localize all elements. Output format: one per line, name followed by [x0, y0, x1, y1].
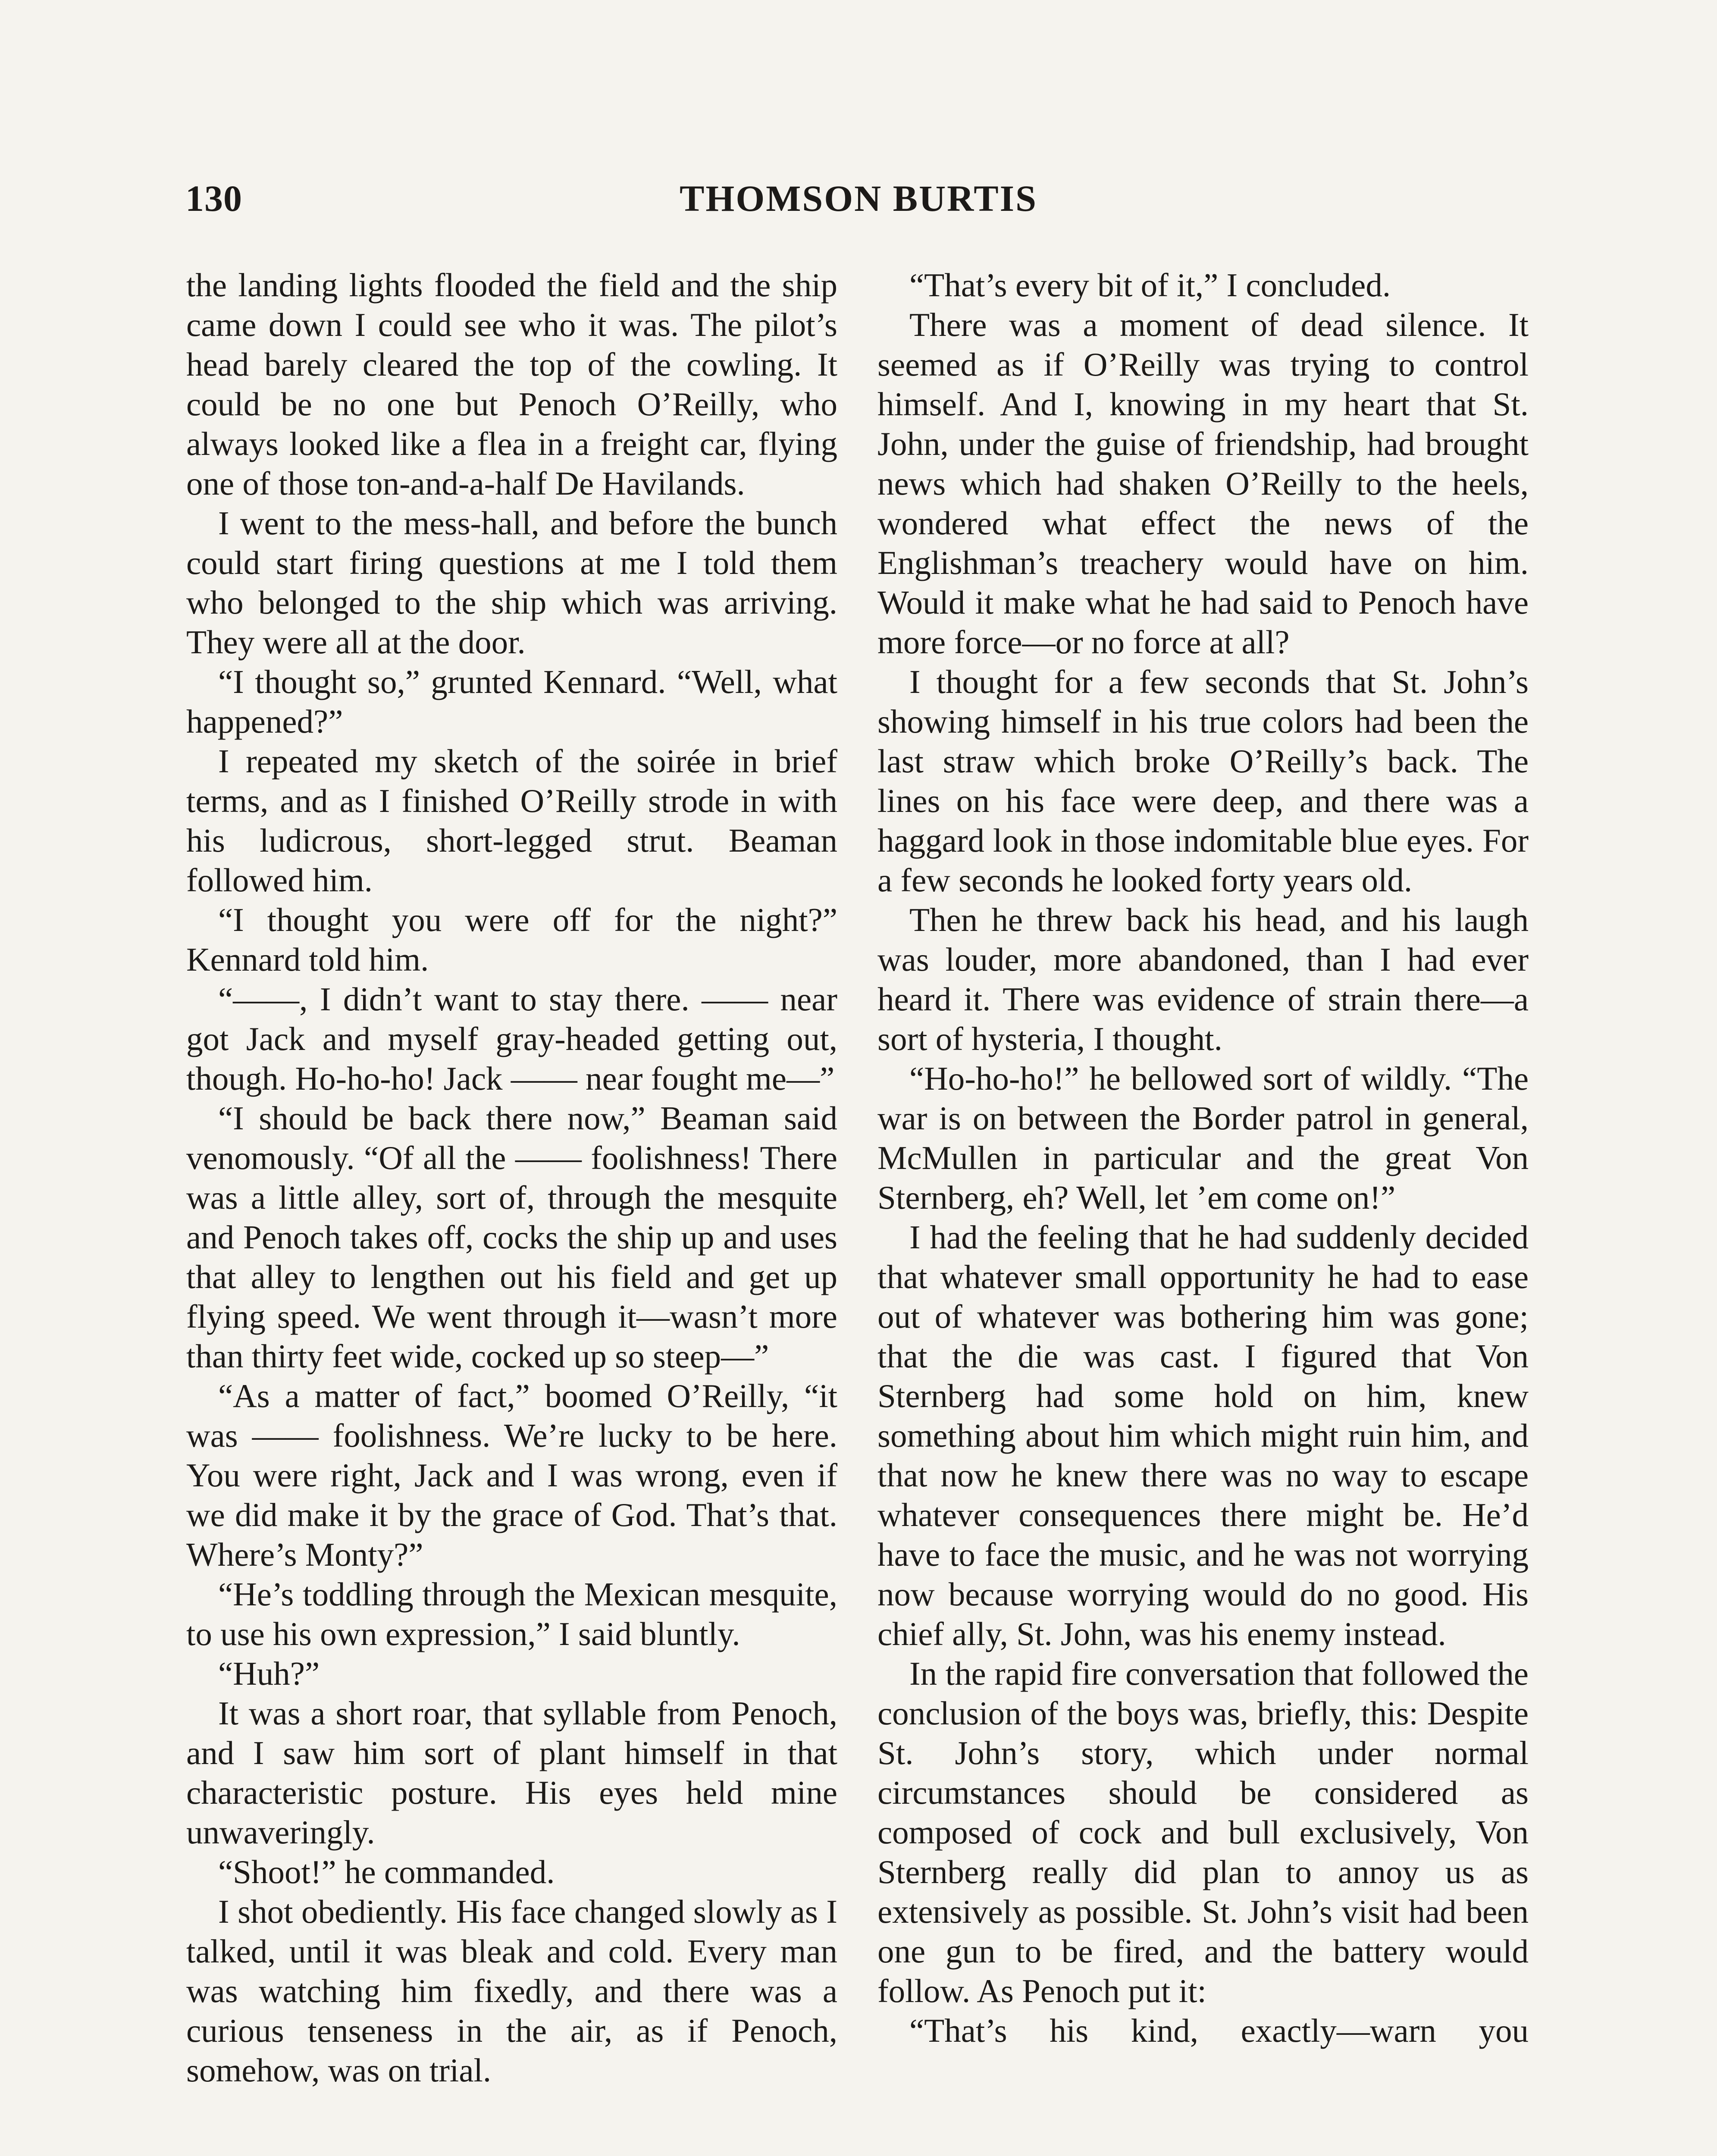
running-head: THOMSON BURTIS	[680, 178, 1037, 219]
page-number: 130	[185, 178, 242, 219]
paragraph: Then he threw back his head, and his laugh was louder, more abandoned, than I had ever heard it. There was evidence of strain there—a sort of hysteria, I thought.	[877, 901, 1529, 1057]
paragraph: “Huh?”	[218, 1655, 320, 1692]
paragraph: “That’s every bit of it,” I concluded.	[909, 266, 1391, 304]
paragraph: “As a matter of fact,” boomed O’Reilly, “it was —— foolishness. We’re lucky to be here. You were right, Jack and I was wrong, even if we did make it by the grace of God. That’s that. Where’s Monty?”	[186, 1377, 837, 1573]
paragraph: I shot obediently. His face changed slowly as I talked, until it was bleak and cold. Every man was watching him fixedly, and there was a curious tenseness in the air, as if Penoch, somehow, was on trial.	[186, 1893, 837, 2089]
paragraph: “I thought you were off for the night?” Kennard told him.	[186, 901, 837, 978]
paragraph: I went to the mess-hall, and before the bunch could start firing questions at me I told them who belonged to the ship which was arriving. They were all at the door.	[186, 505, 837, 661]
paragraph: “Ho-ho-ho!” he bellowed sort of wildly. “The war is on between the Border patrol in general, McMullen in particular and the great Von Sternberg, eh? Well, let ’em come on!”	[877, 1060, 1529, 1216]
paragraph: “I should be back there now,” Beaman said venomously. “Of all the —— foolishness! There was a little alley, sort of, through the mesquite and Penoch takes off, cocks the ship up and uses that alley to lengthen out his field and get up flying speed. We went through it—wasn’t more than thirty feet wide, cocked up so steep—”	[186, 1100, 837, 1375]
paragraph: I repeated my sketch of the soirée in brief terms, and as I finished O’Reilly strode in with his ludicrous, short-legged strut. Beaman followed him.	[186, 743, 837, 899]
paragraph: the landing lights flooded the field and the ship came down I could see who it was. The pilot’s head barely cleared the top of the cowling. It could be no one but Penoch O’Reilly, who always looked like a flea in a freight car, flying one of those ton-and-a-half De Havilands.	[186, 266, 837, 502]
left-column	[186, 265, 837, 2090]
paragraph: I had the feeling that he had suddenly decided that whatever small opportunity he had to ease out of whatever was bothering him was gone; that the die was cast. I figured that Von Sternberg had some hold on him, knew something about him which might ruin him, and that now he knew there was no way to escape whatever consequences there might be. He’d have to face the music, and he was not worrying now because worrying would do no good. His chief ally, St. John, was his enemy instead.	[877, 1219, 1529, 1652]
paragraph: There was a moment of dead silence. It seemed as if O’Reilly was trying to control himself. And I, knowing in my heart that St. John, under the guise of friendship, had brought news which had shaken O’Reilly to the heels, wondered what effect the news of the Englishman’s treachery would have on him. Would it make what he had said to Penoch have more force—or no force at all?	[877, 306, 1529, 661]
paragraph: “Shoot!” he commanded.	[218, 1853, 555, 1890]
paragraph: “——, I didn’t want to stay there. —— near got Jack and myself gray-headed getting out, though. Ho-ho-ho! Jack —— near fought me—”	[186, 981, 837, 1097]
right-column	[877, 265, 1529, 2050]
paragraph: “That’s his kind, exactly—warn you	[909, 2012, 1529, 2049]
paragraph: “He’s toddling through the Mexican mesquite, to use his own expression,” I said bluntly.	[186, 1576, 837, 1652]
paragraph: It was a short roar, that syllable from Penoch, and I saw him sort of plant himself in that characteristic posture. His eyes held mine unwaveringly.	[186, 1695, 837, 1851]
paragraph: In the rapid fire conversation that followed the conclusion of the boys was, briefly, this: Despite St. John’s story, which under normal circumstances should be considered as composed of cock and bull exclusively, Von Sternberg really did plan to annoy us as extensively as possible. St. John’s visit had been one gun to be fired, and the battery would follow. As Penoch put it:	[877, 1655, 1529, 2009]
paragraph: “I thought so,” grunted Kennard. “Well, what happened?”	[186, 663, 837, 740]
paragraph: I thought for a few seconds that St. John’s showing himself in his true colors had been the last straw which broke O’Reilly’s back. The lines on his face were deep, and there was a haggard look in those indomitable blue eyes. For a few seconds he looked forty years old.	[877, 663, 1529, 899]
